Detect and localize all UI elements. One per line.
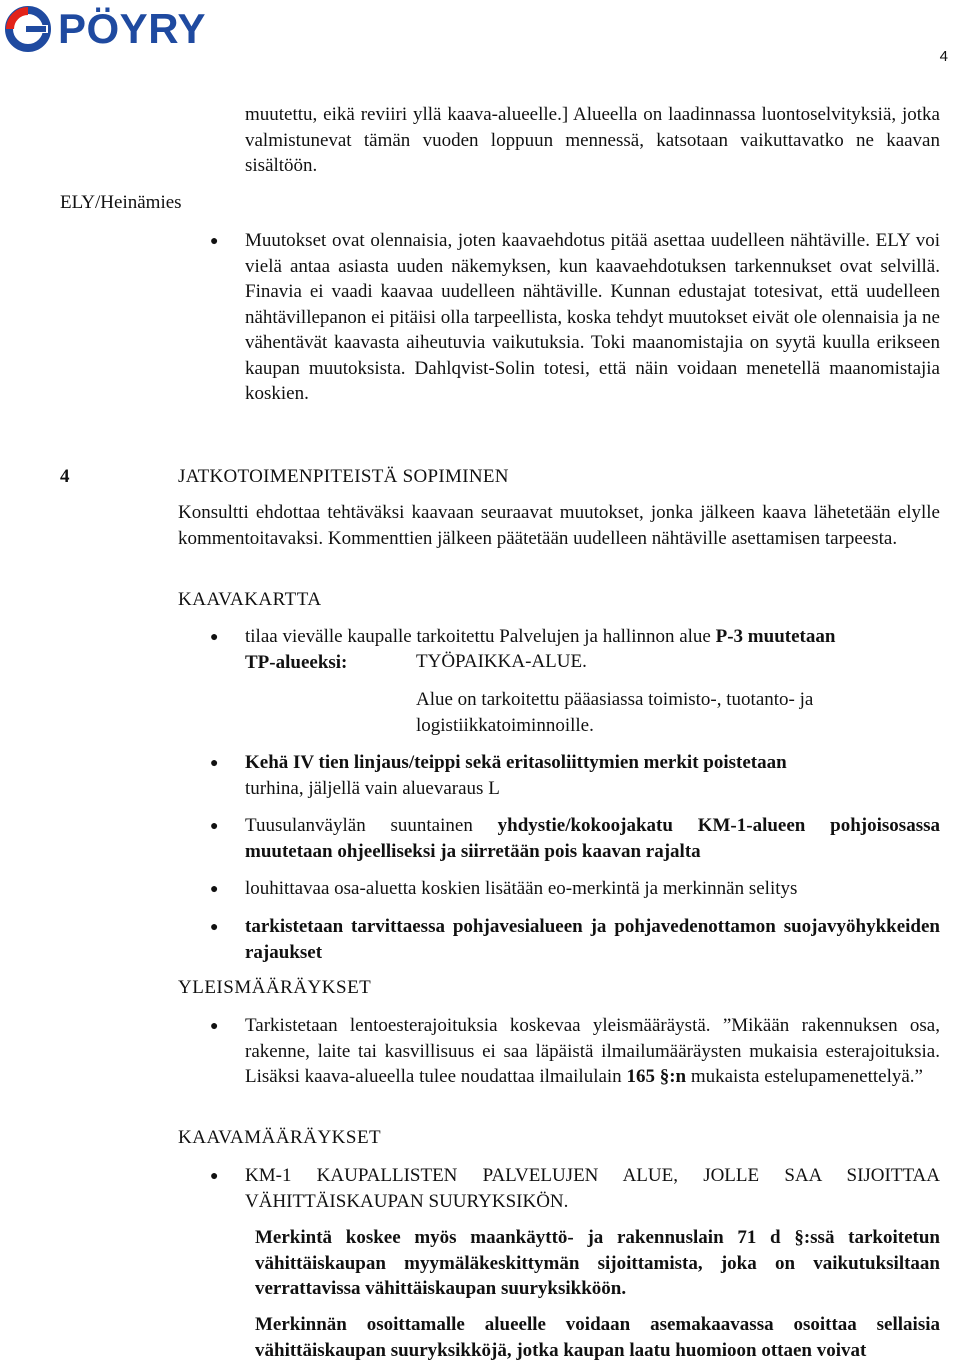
kaavakartta-item-1-desc: Alue on tarkoitettu pääasiassa toimisto-, tuotanto- ja logistiikkatoiminnoille. bbox=[416, 689, 814, 736]
yleismaaraykset-item-1: Tarkistetaan lentoesterajoituksia koskevaa yleismääräystä. ”Mikään rakennuksen osa, rakenne, laite tai kasvillisuus ei saa läpäistä ilmailumääräysten mukaisia esterajoituksia. Lisäksi kaava-alueella tulee noudattaa ilmailulain 165 §:n mukaista estelupamenettelyä.” bbox=[245, 1015, 940, 1087]
kaavamaaraykset-note-1: Merkintä koskee myös maankäyttö- ja rakennuslain 71 d §:ssä tarkoitetun vähittäiskaupan myymäläkeskittymän sijoittamista, joka on vaikutuksiltaan verrattavissa vähittäiskaupan suuryksikköön. bbox=[255, 1227, 940, 1299]
kaavamaaraykset-item-1: KM-1 KAUPALLISTEN PALVELUJEN ALUE, JOLLE SAA SIJOITTAA VÄHITTÄISKAUPAN SUURYKSIKÖN. bbox=[245, 1165, 940, 1212]
kaavakartta-item-5: tarkistetaan tarvittaessa pohjavesialueen ja pohjavedenottamon suojavyöhykkeiden rajaukset bbox=[245, 916, 940, 963]
section-intro: Konsultti ehdottaa tehtäväksi kaavaan seuraavat muutokset, jonka jälkeen kaava lähetetään elylle kommentoitavaksi. Kommenttien jälkeen päätetään uudelleen nähtäville asettamisen tarpeesta. bbox=[178, 502, 940, 549]
bullet-icon: ● bbox=[210, 1019, 219, 1034]
kaavakartta-item-1: tilaa vievälle kaupalle tarkoitettu Palvelujen ja hallinnon alue P-3 muutetaan TP-alueeksi: bbox=[245, 626, 836, 673]
kaavakartta-heading: KAAVAKARTTA bbox=[178, 589, 322, 610]
kaavakartta-item-4: louhittavaa osa-aluetta koskien lisätään eo-merkintä ja merkinnän selitys bbox=[245, 878, 798, 899]
sidebar-label: ELY/Heinämies bbox=[60, 192, 182, 213]
brand-name: PÖYRY bbox=[58, 5, 206, 52]
bullet-icon: ● bbox=[210, 234, 219, 249]
poyry-logo bbox=[4, 6, 206, 52]
bullet-icon: ● bbox=[210, 630, 219, 645]
bullet-icon: ● bbox=[210, 819, 219, 834]
bullet-icon: ● bbox=[210, 756, 219, 771]
poyry-logo-icon bbox=[4, 6, 52, 52]
intro-paragraph: muutettu, eikä reviiri yllä kaava-alueelle.] Alueella on laadinnassa luontoselvityksiä, jotka valmistunevat tämän vuoden loppuun mennessä, katsotaan vaikuttavatko ne kaavan sisältöön. bbox=[245, 104, 940, 176]
kaavamaaraykset-note-2: Merkinnän osoittamalle alueelle voidaan asemakaavassa osoittaa sellaisia vähittäiskaupan suuryksikköjä, jotka kaupan laatu huomioon ottaen voivat bbox=[255, 1314, 940, 1361]
kaavamaaraykset-heading: KAAVAMÄÄRÄYKSET bbox=[178, 1127, 382, 1148]
ely-bullet-text: Muutokset ovat olennaisia, joten kaavaehdotus pitää asettaa uudelleen nähtäville. ELY voi vielä antaa asiasta uuden näkemyksen, kun kaavaehdotuksen tarkennukset ovat selvillä. Finavia ei vaadi kaavaa uudelleen nähtäville. Kunnan edustajat totesivat, että uudelleen nähtävillepanon ei pitäisi olla tarpeellista, koska tehdyt muutokset eivät ole olennaisia ja ne vähentävät kaavasta aiheutuvia vaikutuksia. Toki maanomistajia on syytä kuulla erikseen kaupan muutoksista. Dahlqvist-Solin totesi, että näin voidaan menetellä maanomistajia koskien. bbox=[245, 230, 940, 404]
bullet-icon: ● bbox=[210, 1169, 219, 1184]
section-title: JATKOTOIMENPITEISTÄ SOPIMINEN bbox=[178, 466, 509, 487]
bullet-icon: ● bbox=[210, 882, 219, 897]
section-number: 4 bbox=[60, 466, 70, 487]
yleismaaraykset-heading: YLEISMÄÄRÄYKSET bbox=[178, 977, 372, 998]
bullet-icon: ● bbox=[210, 920, 219, 935]
page-number: 4 bbox=[939, 48, 948, 65]
kaavakartta-item-1-value: TYÖPAIKKA-ALUE. bbox=[416, 651, 587, 672]
kaavakartta-item-2: Kehä IV tien linjaus/teippi sekä eritasoliittymien merkit poistetaan turhina, jäljellä vain aluevaraus L bbox=[245, 752, 787, 799]
kaavakartta-item-3: Tuusulanväylän suuntainen yhdystie/kokoojakatu KM-1-alueen pohjoisosassa muutetaan ohjeelliseksi ja siirretään pois kaavan rajalta bbox=[245, 815, 940, 862]
